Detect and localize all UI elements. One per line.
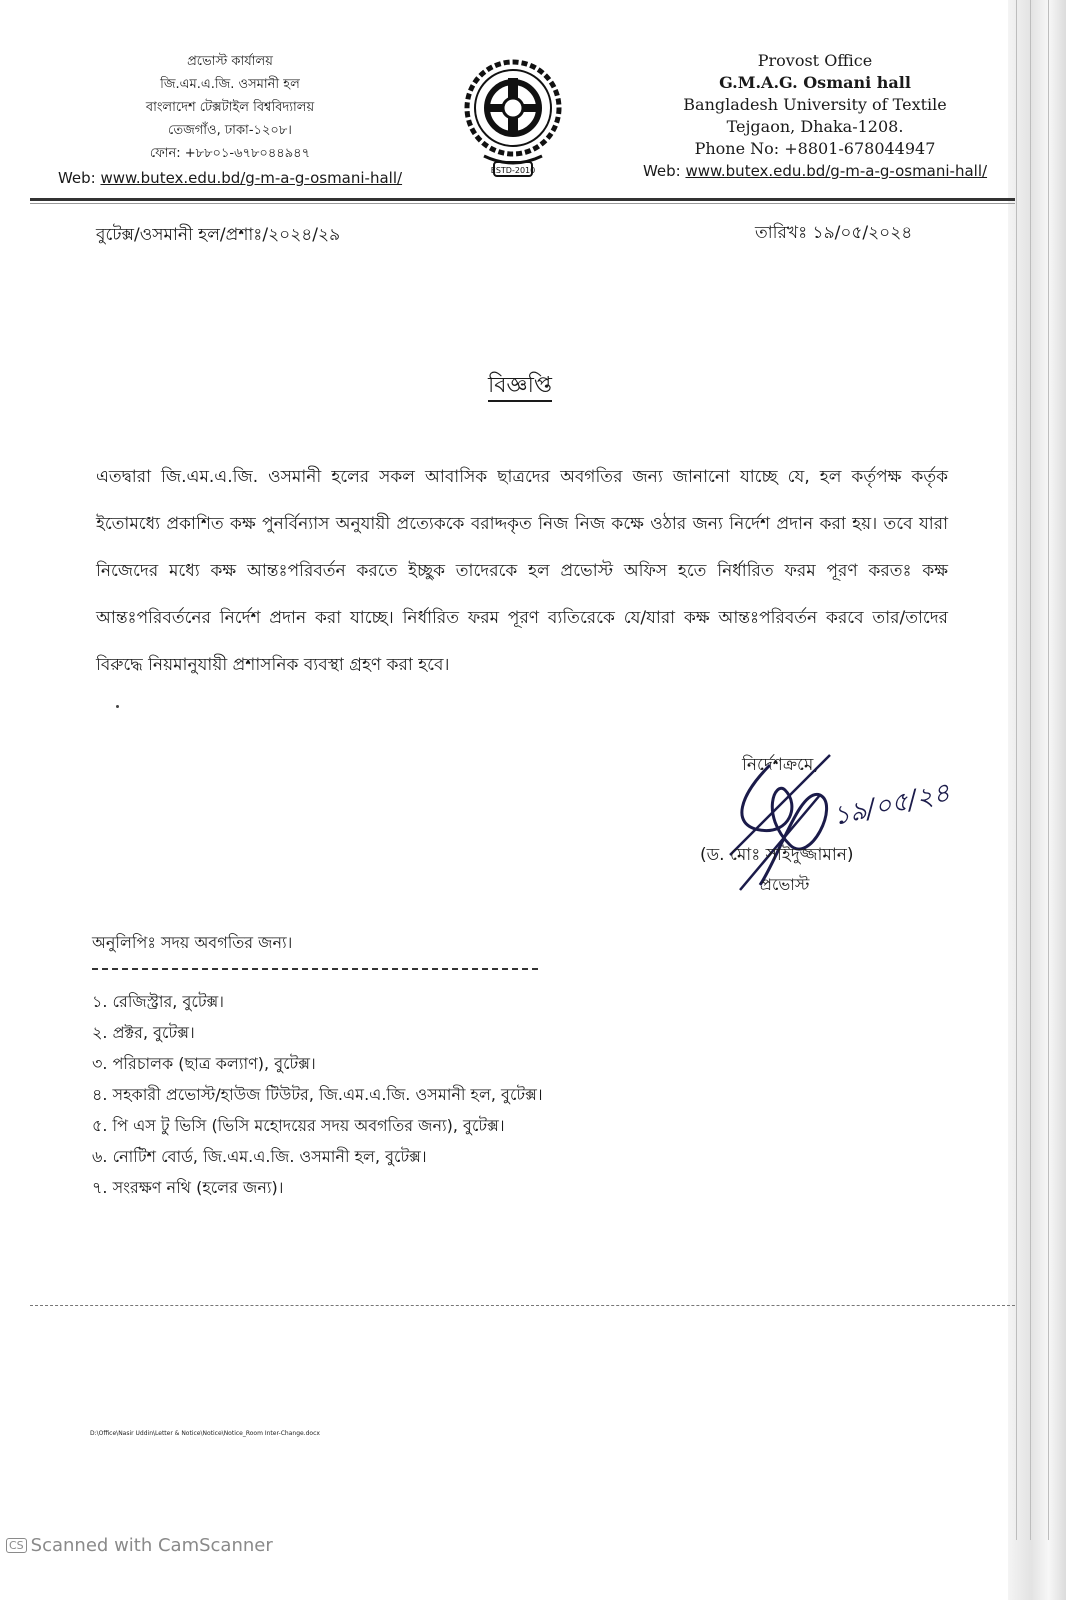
scanner-text: Scanned with CamScanner [30,1535,273,1556]
header-divider-thin [30,203,1015,204]
website-bn [30,167,430,190]
web-label: Web: [642,162,686,180]
cc-item: ৬. নোটিশ বোর্ড, জি.এম.এ.জি. ওসমানী হল, বুটেক্স। [92,1147,427,1166]
camscanner-icon: CS [6,1538,27,1553]
notice-body: এতদ্বারা জি.এম.এ.জি. ওসমানী হলের সকল আবাসিক ছাত্রদের অবগতির জন্য জানানো যাচ্ছে যে, হল কর্তৃপক্ষ কর্তৃক ইতোমধ্যে প্রকাশিত কক্ষ পুনর্বিন্যাস অনুযায়ী প্রত্যেককে বরাদ্দকৃত নিজ নিজ কক্ষে ওঠার জন্য নির্দেশ প্রদান করা হয়। তবে যারা নিজেদের মধ্যে কক্ষ আন্তঃপরিবর্তন করতে ইচ্ছুক তাদেরকে হল প্রভোস্ট অফিস হতে নির্ধারিত ফরম পূরণ করতঃ কক্ষ আন্তঃপরিবর্তনের নির্দেশ প্রদান করা যাচ্ছে। নির্ধারিত ফরম পূরণ ব্যতিরেকে যে/যারা কক্ষ আন্তঃপরিবর্তন করবে তার/তাদের বিরুদ্ধে নিয়মানুযায়ী প্রশাসনিক ব্যবস্থা গ্রহণ করা হবে। [96,467,948,675]
website-en [625,160,1005,182]
handwritten-signature [700,735,970,905]
cc-item: ৭. সংরক্ষণ নথি (হলের জন্য)। [92,1178,284,1197]
memo-number: বুটেক্স/ওসমানী হল/প্রশাঃ/২০২৪/২৯ [96,225,341,245]
signatory-title: প্রভোস্ট [760,875,810,894]
notice-title [0,368,1040,405]
notice-title-text: বিজ্ঞপ্তি [488,373,552,402]
hall-name-bn: জি.এম.এ.জি. ওসমানী হল [160,77,300,92]
office-name-en: Provost Office [757,51,873,70]
university-name-bn: বাংলাদেশ টেক্সটাইল বিশ্ববিদ্যালয় [145,100,315,115]
office-name-bn: প্রভোস্ট কার্যালয় [187,54,273,69]
cc-item: ১. রেজিস্ট্রার, বুটেক্স। [92,992,225,1011]
phone-bn: ফোন: +৮৮০১-৬৭৮০৪৪৯৪৭ [149,146,311,161]
cc-item: ৫. পি এস টু ভিসি (ভিসি মহোদয়ের সদয় অবগতির জন্য), বুটেক্স। [92,1116,505,1135]
memo-date: তারিখঃ ১৯/০৫/২০২৪ [755,223,913,243]
cc-item: ২. প্রক্টর, বুটেক্স। [92,1023,195,1042]
footer-divider [30,1305,1015,1306]
stray-mark [116,705,119,708]
web-label: Web: [57,169,101,187]
website-link[interactable]: www.butex.edu.bd/g-m-a-g-osmani-hall/ [100,169,403,187]
signatory-name: (ড. মোঃ সাইদুজ্জামান) [700,845,854,865]
website-link[interactable]: www.butex.edu.bd/g-m-a-g-osmani-hall/ [685,162,988,180]
university-seal-icon [462,52,564,182]
signature-date: ১৯/০৫/২৪ [830,777,953,832]
scanned-page-edge [1008,0,1066,1600]
phone-en: Phone No: +8801-678044947 [694,139,936,158]
file-path: D:\Office\Nasir Uddin\Letter & Notice\Notice\Notice_Room Inter-Change.docx [90,1430,320,1437]
hall-name-en: G.M.A.G. Osmani hall [719,73,911,92]
header-english [625,50,1005,182]
header-bengali [30,50,430,190]
cc-divider [92,968,538,970]
cc-heading: অনুলিপিঃ সদয় অবগতির জন্য। [92,933,293,952]
by-order-label: নির্দেশক্রমে, [742,755,819,775]
university-name-en: Bangladesh University of Textile [683,95,947,114]
header-divider [30,198,1015,201]
seal-est-text: ESTD-2010 [490,166,536,175]
address-en: Tejgaon, Dhaka-1208. [726,117,904,136]
cc-item: ৪. সহকারী প্রভোস্ট/হাউজ টিউটর, জি.এম.এ.জি. ওসমানী হল, বুটেক্স। [92,1085,543,1104]
address-bn: তেজগাঁও, ঢাকা-১২০৮। [168,123,292,138]
cc-list [92,986,543,1203]
cc-item: ৩. পরিচালক (ছাত্র কল্যাণ), বুটেক্স। [92,1054,316,1073]
scanner-watermark [6,1535,273,1556]
